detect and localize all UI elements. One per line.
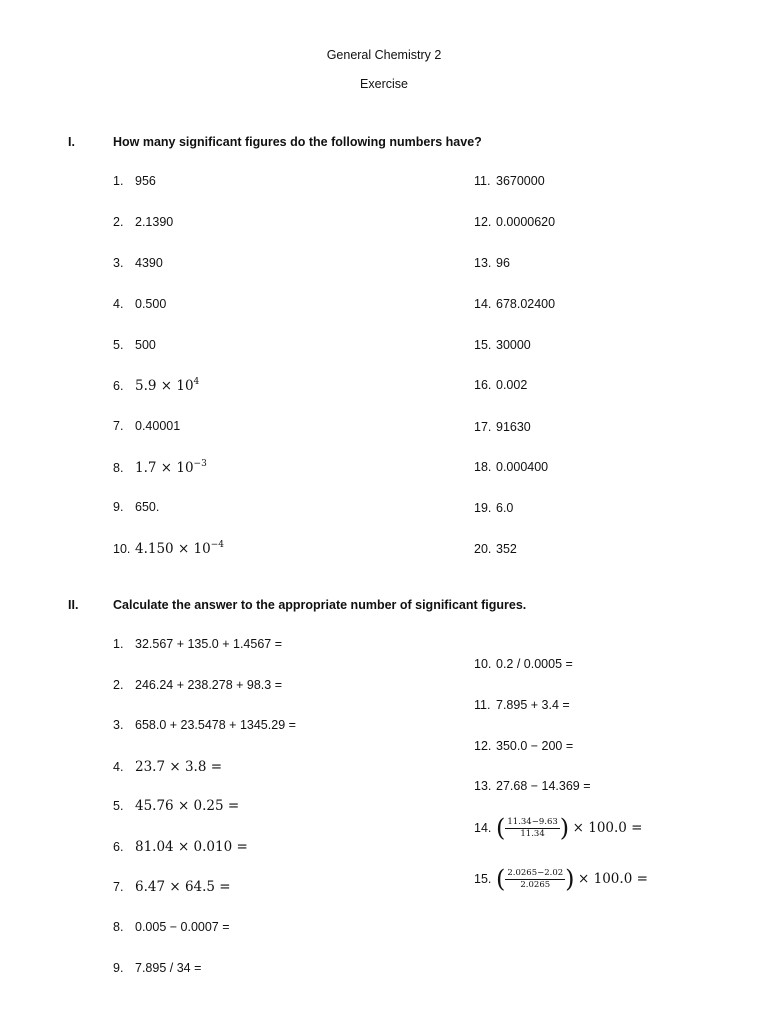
calc-item-5: 5. 45.76 × 0.25 = (113, 798, 240, 814)
calc-item-2: 2. 246.24 + 238.278 + 98.3 = (113, 678, 283, 692)
fraction-15: $\frac{2.0265-2.02}{2.0265}$ (507, 867, 564, 890)
sig-fig-item-19: 19. 6.0 (474, 501, 514, 515)
calc-item-13: 13. 27.68 − 14.369 = (474, 779, 591, 793)
calc-item-12: 12. 350.0 − 200 = (474, 739, 574, 753)
section-2-question: Calculate the answer to the appropriate number of significant figures. (113, 598, 527, 612)
calc-item-10: 10. 0.2 / 0.0005 = (474, 657, 573, 671)
sig-fig-item-18: 18. 0.000400 (474, 460, 549, 474)
sig-fig-item-4: 4. 0.500 (113, 297, 167, 311)
calc-item-6: 6. 81.04 × 0.010 = (113, 839, 248, 855)
sig-fig-item-5: 5. 500 (113, 338, 156, 352)
sig-fig-item-3: 3. 4390 (113, 256, 163, 270)
sig-fig-item-12: 12. 0.0000620 (474, 215, 556, 229)
calc-item-15: 15. ( $\frac{2.0265-2.02}{2.0265}$ ) × 100.0 = (474, 865, 648, 893)
calc-item-4: 4. 23.7 × 3.8 = (113, 759, 223, 775)
calc-item-9: 9. 7.895 / 34 = (113, 961, 202, 975)
course-title: General Chemistry 2 (326, 48, 442, 62)
section-1-question: How many significant figures do the following numbers have? (113, 135, 482, 149)
sig-fig-item-6: 6. $5.9 \times 10^4$ (113, 377, 200, 394)
calc-item-7: 7. 6.47 × 64.5 = (113, 879, 231, 895)
section-1-numeral: I. (68, 135, 75, 149)
calc-item-3: 3. 658.0 + 23.5478 + 1345.29 = (113, 718, 296, 732)
section-2-numeral: II. (68, 598, 79, 612)
sig-fig-item-17: 17. 91630 (474, 420, 531, 434)
sig-fig-item-13: 13. 96 (474, 256, 510, 270)
calc-item-11: 11. 7.895 + 3.4 = (474, 698, 570, 712)
sig-fig-item-2: 2. 2.1390 (113, 215, 174, 229)
sig-fig-item-1: 1. 956 (113, 174, 156, 188)
sig-fig-item-15: 15. 30000 (474, 338, 531, 352)
sig-fig-item-10: 10. $4.150 \times 10^{-4}$ (113, 540, 225, 557)
sig-fig-item-11: 11. 3670000 (474, 174, 545, 188)
sig-fig-item-8: 8. $1.7 \times 10^{-3}$ (113, 459, 207, 476)
sig-fig-item-20: 20. 352 (474, 542, 517, 556)
sig-fig-item-14: 14. 678.02400 (474, 297, 556, 311)
calc-item-8: 8. 0.005 − 0.0007 = (113, 920, 230, 934)
page-subtitle: Exercise (360, 77, 408, 91)
sig-fig-item-7: 7. 0.40001 (113, 419, 181, 433)
calc-item-14: 14. ( $\frac{11.34-9.63}{11.34}$ ) × 100.0 = (474, 814, 643, 842)
calc-item-1: 1. 32.567 + 135.0 + 1.4567 = (113, 637, 283, 651)
sig-fig-item-16: 16. 0.002 (474, 378, 528, 392)
sig-fig-item-9: 9. 650. (113, 500, 160, 514)
fraction-14: $\frac{11.34-9.63}{11.34}$ (507, 816, 558, 839)
